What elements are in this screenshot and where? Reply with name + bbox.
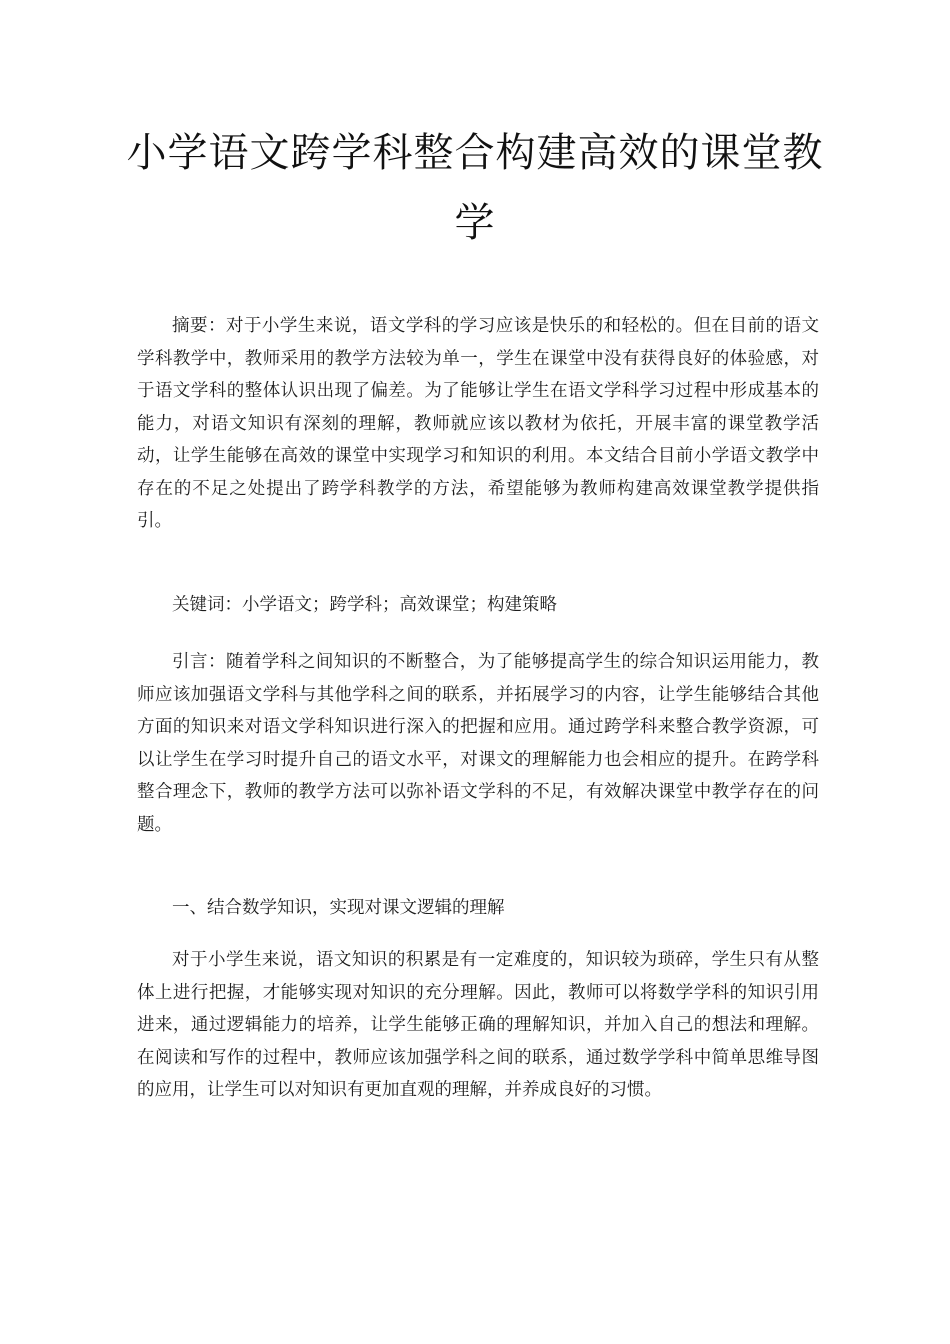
section-heading: 一、结合数学知识，实现对课文逻辑的理解 [172,898,505,918]
keywords-paragraph: 关键词：小学语文；跨学科；高效课堂；构建策略 [172,595,557,615]
document-title: 小学语文跨学科整合构建高效的课堂教学 [126,130,824,246]
introduction-paragraph: 引言：随着学科之间知识的不断整合，为了能够提高学生的综合知识运用能力，教师应该加强语文学科与其他学科之间的联系，并拓展学习的内容，让学生能够结合其他方面的知识来对语文学科知识进行深入的把握和应用。通过跨学科来整合教学资源，可以让学生在学习时提升自己的语文水平，对课文的理解能力也会相应的提升。在跨学科整合理念下，教师的教学方法可以弥补语文学科的不足，有效解决课堂中教学存在的问题。 [137,652,819,835]
abstract-paragraph: 摘要：对于小学生来说，语文学科的学习应该是快乐的和轻松的。但在目前的语文学科教学中，教师采用的教学方法较为单一，学生在课堂中没有获得良好的体验感，对于语文学科的整体认识出现了偏差。为了能够让学生在语文学科学习过程中形成基本的能力，对语文知识有深刻的理解，教师就应该以教材为依托，开展丰富的课堂教学活动，让学生能够在高效的课堂中实现学习和知识的利用。本文结合目前小学语文教学中存在的不足之处提出了跨学科教学的方法，希望能够为教师构建高效课堂教学提供指引。 [137,316,819,531]
section-body-paragraph: 对于小学生来说，语文知识的积累是有一定难度的，知识较为琐碎，学生只有从整体上进行把握，才能够实现对知识的充分理解。因此，教师可以将数学学科的知识引用进来，通过逻辑能力的培养，让学生能够正确的理解知识，并加入自己的想法和理解。在阅读和写作的过程中，教师应该加强学科之间的联系，通过数学学科中简单思维导图的应用，让学生可以对知识有更加直观的理解，并养成良好的习惯。 [137,950,819,1100]
